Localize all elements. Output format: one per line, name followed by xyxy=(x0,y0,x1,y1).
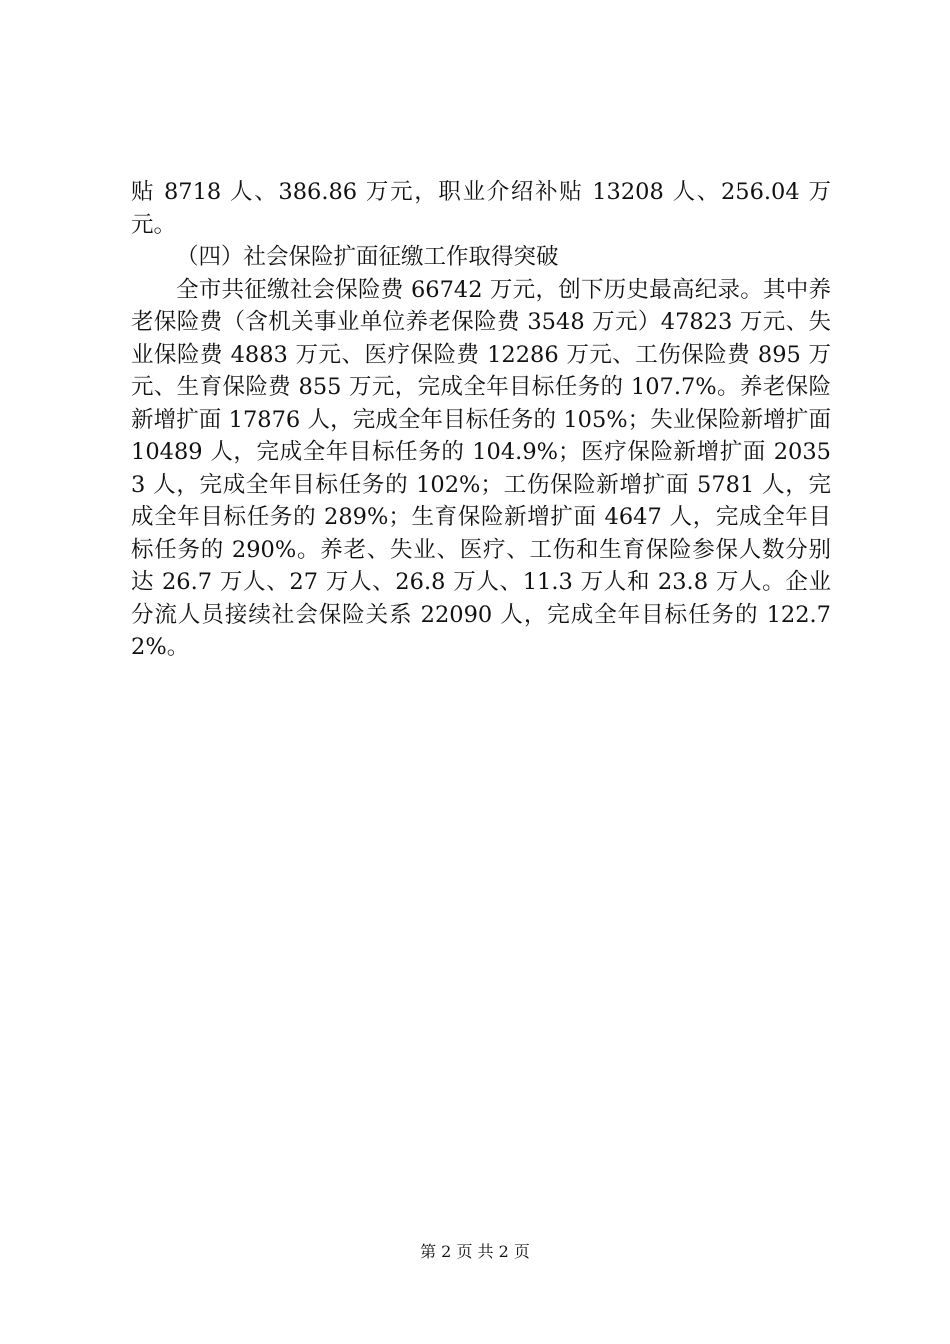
section-heading: （四）社会保险扩面征缴工作取得突破 xyxy=(176,244,559,270)
page-footer: 第 2 页 共 2 页 xyxy=(420,1242,530,1261)
paragraph-continuation: 贴 8718 人、386.86 万元，职业介绍补贴 13208 人、256.04 万元。 xyxy=(131,179,831,238)
document-body xyxy=(131,176,831,664)
paragraph-social-insurance: 全市共征缴社会保险费 66742 万元，创下历史最高纪录。其中养老保险费（含机关事业单位养老保险费 3548 万元）47823 万元、失业保险费 4883 万元、医疗保险费 12286 万元、工伤保险费 895 万元、生育保险费 855 万元，完成全年目标任务的 107.7%。养老保险新增扩面 17876 人，完成全年目标任务的 105%；失业保险新增扩面 10489 人，完成全年目标任务的 104.9%；医疗保险新增扩面 20353 人，完成全年目标任务的 102%；工伤保险新增扩面 5781 人，完成全年目标任务的 289%；生育保险新增扩面 4647 人，完成全年目标任务的 290%。养老、失业、医疗、工伤和生育保险参保人数分别达 26.7 万人、27 万人、26.8 万人、11.3 万人和 23.8 万人。企业分流人员接续社会保险关系 22090 人，完成全年目标任务的 122.72%。 xyxy=(131,276,831,660)
